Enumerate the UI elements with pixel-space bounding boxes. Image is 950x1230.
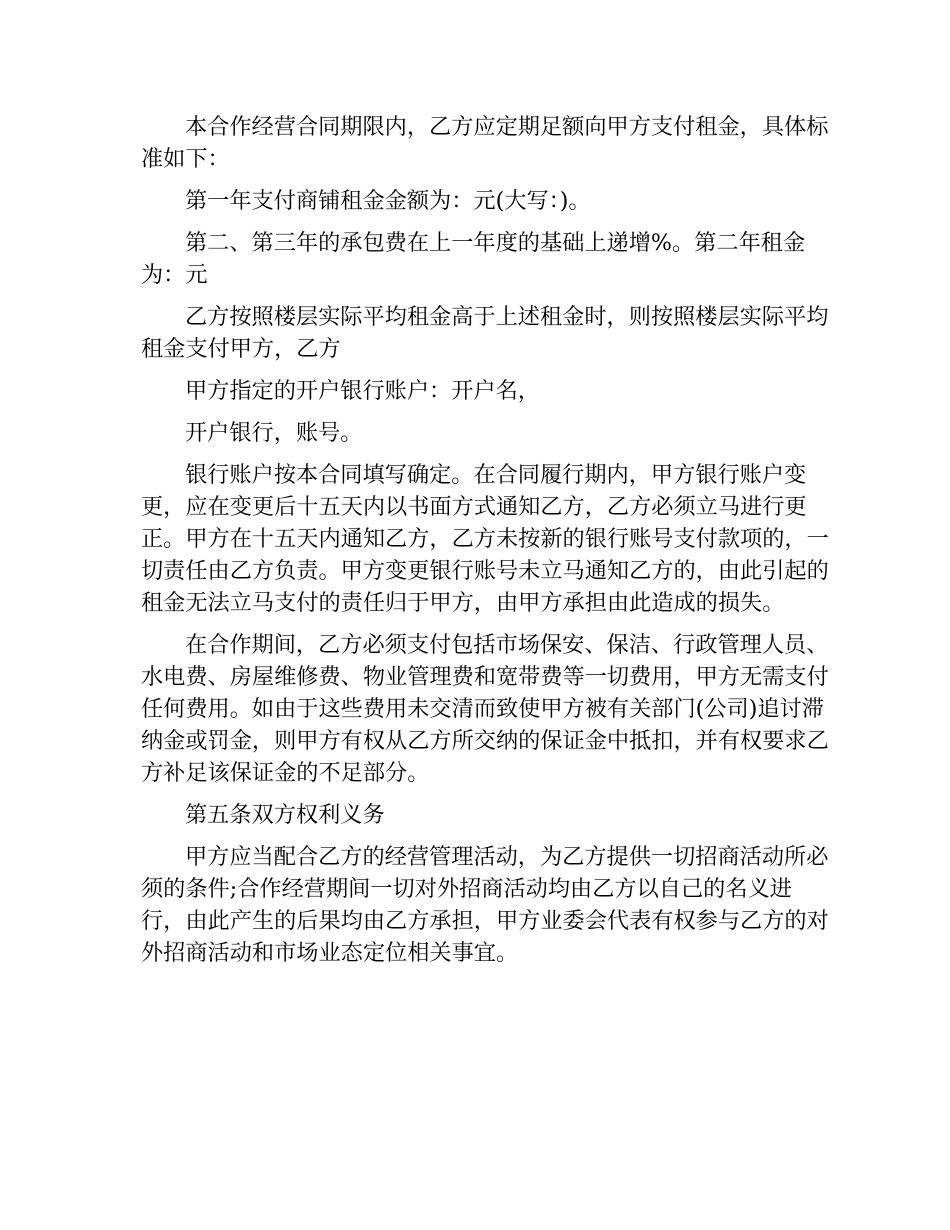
document-body [141,111,831,979]
section-heading-rights-obligations: 第五条双方权利义务 [185,802,385,828]
paragraph-first-year-rent: 第一年支付商铺租金金额为：元(大写：)。 [185,188,591,214]
paragraph-account-name: 甲方指定的开户银行账户：开户名， [185,378,540,404]
paragraph-rent-increase: 第二、第三年的承包费在上一年度的基础上递增%。第二年租金为：元 [141,230,806,288]
paragraph-party-a-cooperation: 甲方应当配合乙方的经营管理活动，为乙方提供一切招商活动所必须的条件;合作经营期间一切对外招商活动均由乙方以自己的名义进行，由此产生的后果均由乙方承担，甲方业委会代表有权参与乙方的对外招商活动和市场业态定位相关事宜。 [141,844,829,966]
paragraph-operating-fees: 在合作期间，乙方必须支付包括市场保安、保洁、行政管理人员、水电费、房屋维修费、物业管理费和宽带费等一切费用，甲方无需支付任何费用。如由于这些费用未交清而致使甲方被有关部门(公司)追讨滞纳金或罚金，则甲方有权从乙方所交纳的保证金中抵扣，并有权要求乙方补足该保证金的不足部分。 [141,632,829,786]
paragraph-rent-payment: 本合作经营合同期限内，乙方应定期足额向甲方支付租金，具体标准如下： [141,114,829,172]
paragraph-bank-account-change: 银行账户按本合同填写确定。在合同履行期内，甲方银行账户变更，应在变更后十五天内以书面方式通知乙方，乙方必须立马进行更正。甲方在十五天内通知乙方，乙方未按新的银行账号支付款项的，一切责任由乙方负责。甲方变更银行账号未立马通知乙方的，由此引起的租金无法立马支付的责任归于甲方，由甲方承担由此造成的损失。 [141,462,829,616]
paragraph-floor-average-rent: 乙方按照楼层实际平均租金高于上述租金时，则按照楼层实际平均租金支付甲方，乙方 [141,304,829,362]
paragraph-bank-account-number: 开户银行，账号。 [185,420,363,446]
